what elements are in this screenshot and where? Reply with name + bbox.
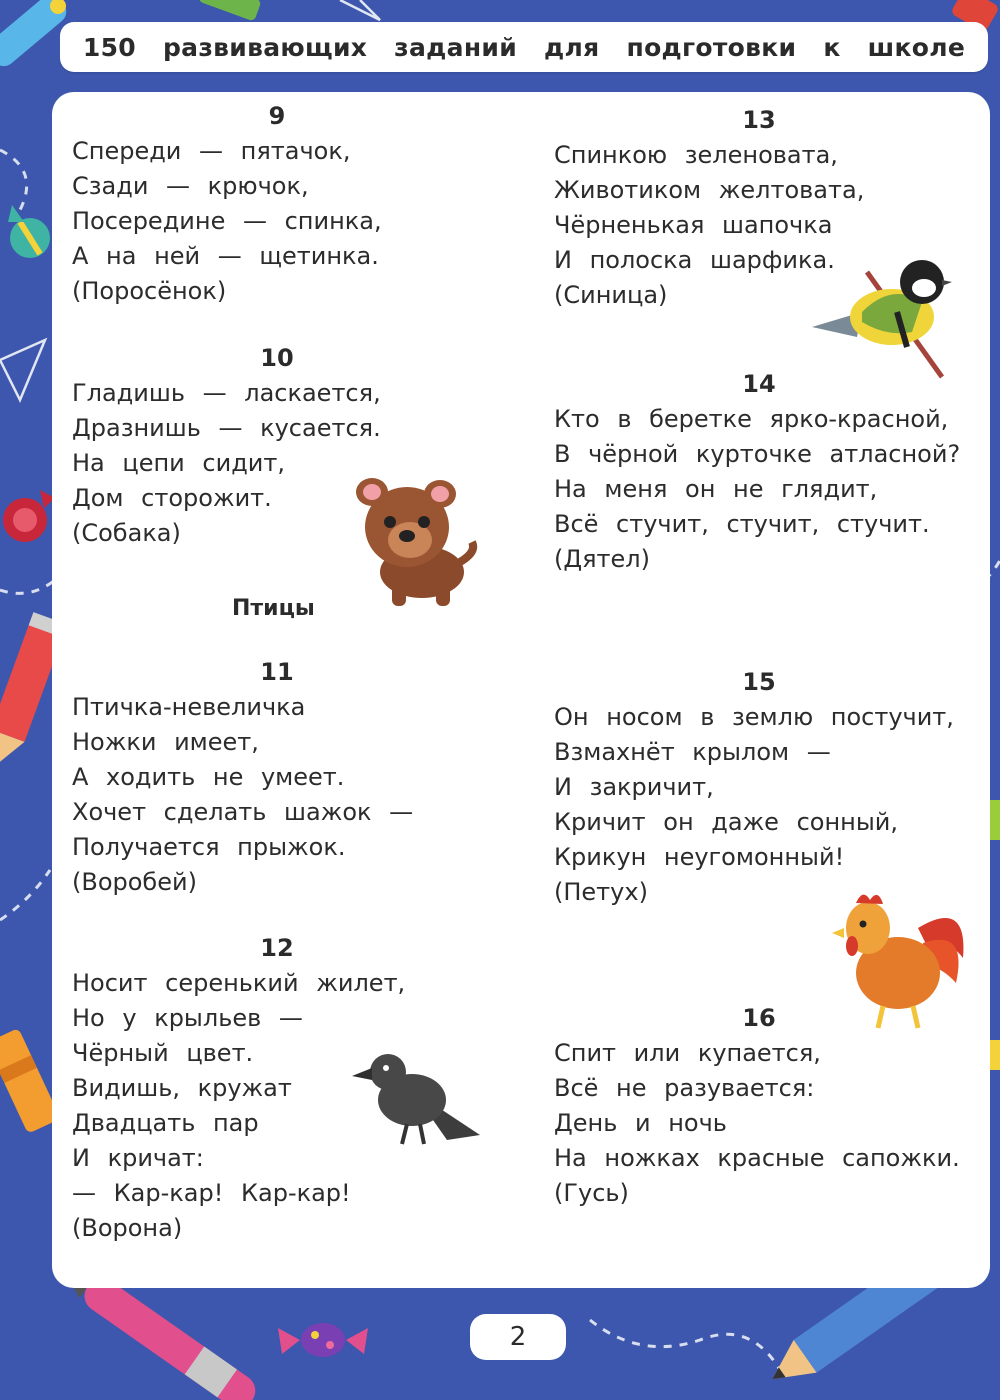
- riddle-line: Всё не разувается:: [554, 1074, 815, 1102]
- riddle-line: — Кар-кар! Кар-кар!: [72, 1179, 351, 1207]
- riddle-number: 12: [260, 934, 294, 962]
- riddle-line: Чёрненькая шапочка: [554, 211, 833, 239]
- riddle-number: 9: [268, 102, 286, 130]
- riddle-answer: (Гусь): [554, 1179, 629, 1207]
- riddle-line: Взмахнёт крылом —: [554, 738, 831, 766]
- riddle-answer: (Дятел): [554, 545, 650, 573]
- riddle-number: 13: [742, 106, 776, 134]
- book-title: 150 развивающих заданий для подготовки к школе: [82, 32, 966, 62]
- riddle-number: 11: [260, 658, 294, 686]
- section-title-birds: Птицы: [232, 596, 315, 621]
- riddle-line: Хочет сделать шажок —: [72, 798, 414, 826]
- riddle-line: Птичка-невеличка: [72, 693, 306, 721]
- riddle-line: Дом сторожит.: [72, 484, 272, 512]
- riddle-line: Посередине — спинка,: [72, 207, 382, 235]
- riddle-line: Видишь, кружат: [72, 1074, 292, 1102]
- riddle-number: 15: [742, 668, 776, 696]
- riddle-11: [72, 656, 512, 900]
- riddle-line: Чёрный цвет.: [72, 1039, 254, 1067]
- riddle-line: Спинкою зеленовата,: [554, 141, 838, 169]
- riddle-line: Спереди — пятачок,: [72, 137, 351, 165]
- riddle-answer: (Собака): [72, 519, 181, 547]
- riddle-answer: (Петух): [554, 878, 648, 906]
- riddle-line: Носит серенький жилет,: [72, 969, 406, 997]
- riddle-9: [72, 100, 512, 309]
- riddle-line: Крикун неугомонный!: [554, 843, 845, 871]
- riddle-line: А на ней — щетинка.: [72, 242, 379, 270]
- content-panel: [52, 92, 990, 1288]
- riddle-line: На цепи сидит,: [72, 449, 285, 477]
- riddle-line: И кричат:: [72, 1144, 204, 1172]
- riddle-line: В чёрной курточке атласной?: [554, 440, 961, 468]
- titmouse-illustration: [812, 252, 952, 382]
- puppy-illustration: [352, 472, 482, 612]
- riddle-line: Дразнишь — кусается.: [72, 414, 381, 442]
- riddle-line: Кто в беретке ярко-красной,: [554, 405, 949, 433]
- riddle-number: 16: [742, 1004, 776, 1032]
- riddle-line: И закричит,: [554, 773, 714, 801]
- riddle-line: Сзади — крючок,: [72, 172, 309, 200]
- riddle-line: Животиком желтовата,: [554, 176, 865, 204]
- riddle-line: На ножках красные сапожки.: [554, 1144, 960, 1172]
- riddle-answer: (Воробей): [72, 868, 197, 896]
- rooster-illustration: [828, 888, 968, 1038]
- riddle-line: Получается прыжок.: [72, 833, 346, 861]
- book-header: [60, 22, 988, 72]
- riddle-answer: (Ворона): [72, 1214, 183, 1242]
- riddle-line: Гладишь — ласкается,: [72, 379, 381, 407]
- riddle-line: Ножки имеет,: [72, 728, 259, 756]
- riddle-line: А ходить не умеет.: [72, 763, 345, 791]
- page-number: 2: [509, 1322, 527, 1352]
- page-number-box: [470, 1314, 566, 1360]
- riddle-line: На меня он не глядит,: [554, 475, 878, 503]
- riddle-line: День и ночь: [554, 1109, 727, 1137]
- riddle-15: [554, 666, 994, 910]
- riddle-line: Всё стучит, стучит, стучит.: [554, 510, 930, 538]
- riddle-line: Кричит он даже сонный,: [554, 808, 899, 836]
- riddle-line: Двадцать пар: [72, 1109, 259, 1137]
- crow-illustration: [352, 1040, 482, 1150]
- riddle-line: Но у крыльев —: [72, 1004, 303, 1032]
- riddle-line: И полоска шарфика.: [554, 246, 835, 274]
- riddle-14: [554, 368, 994, 577]
- riddle-line: Спит или купается,: [554, 1039, 821, 1067]
- riddle-answer: (Синица): [554, 281, 668, 309]
- riddle-answer: (Поросёнок): [72, 277, 227, 305]
- riddle-line: Он носом в землю постучит,: [554, 703, 954, 731]
- riddle-number: 14: [742, 370, 776, 398]
- riddle-number: 10: [260, 344, 294, 372]
